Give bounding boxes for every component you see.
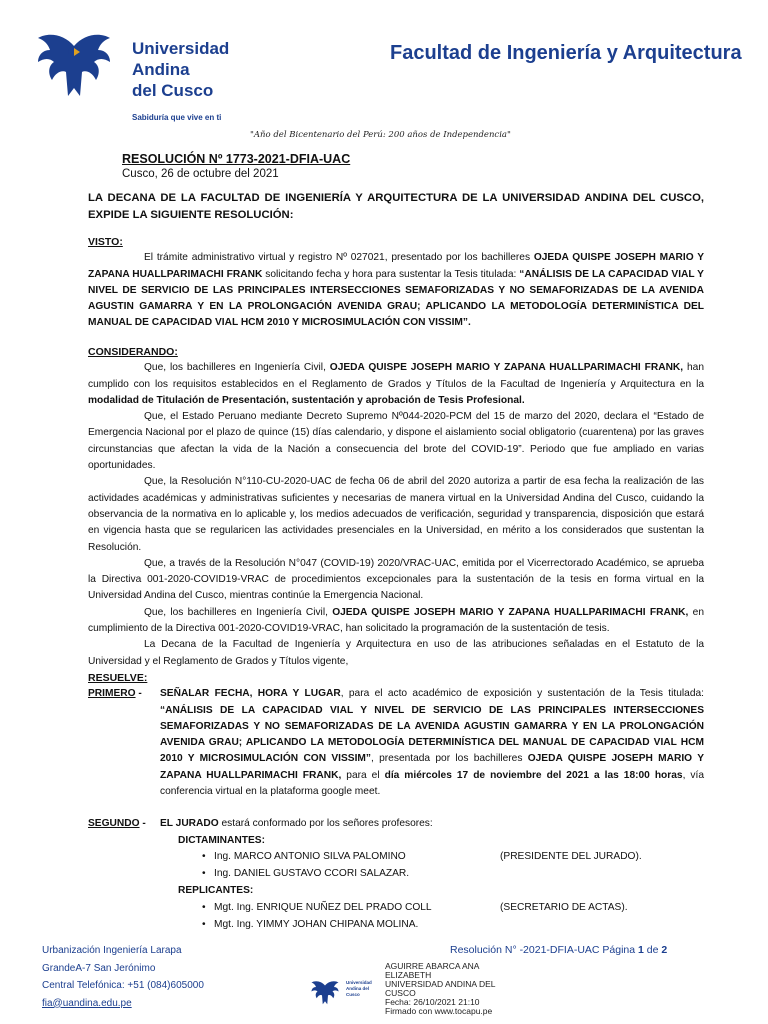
sig-line-3: UNIVERSIDAD ANDINA DEL: [385, 979, 496, 989]
primero-label-wrap: PRIMERO -: [88, 688, 142, 700]
primero-article: [88, 686, 704, 800]
visto-heading: VISTO:: [88, 236, 123, 248]
resuelve-heading: RESUELVE:: [88, 672, 148, 684]
footer-phone: Central Telefónica: +51 (084)605000: [42, 980, 204, 991]
primero-date: día miércoles 17 de noviembre del 2021 a las 18:00 horas: [384, 769, 683, 781]
considerando-p1-modality: modalidad de Titulación de Presentación, sustentación y aprobación de Tesis Profesional.: [88, 394, 525, 406]
faculty-title: Facultad de Ingeniería y Arquitectura: [390, 42, 742, 64]
jury-member-role: (SECRETARIO DE ACTAS).: [500, 901, 628, 913]
considerando-p4: Que, a través de la Resolución N°047 (COVID-19) 2020/VRAC-UAC, emitida por el Vicerrectorado Académico, se aprueba la Directiva 001-2020-COVID19-VRAC de procedimientos excepcionales para la sustentación de la tesis en forma virtual en la Universidad Andina del Cusco, mientras continúe la Emergencia Nacional.: [88, 557, 704, 602]
segundo-b: estará conformado por los señores profesores:: [218, 818, 433, 830]
considerando-p3: Que, la Resolución N°110-CU-2020-UAC de fecha 06 de abril del 2020 autoriza a partir de esa fecha la realización de las actividades académicas y administrativas suficientes y necesarias de manera virtual en la Universidad Andina del Cusco, cuidando la observancia de la normativa en lo aplicable y, los medios adecuados de verificación, seguridad y transparencia, disposición que estará en vigencia hasta que se regularicen las actividades presenciales en la Universidad, en mérito a los considerados que sustentan la Resolución.: [88, 476, 704, 553]
considerando-p1-a: Que, los bachilleres en Ingeniería Civil,: [144, 362, 330, 374]
segundo-a: EL JURADO: [160, 818, 219, 830]
sig-line-2: ELIZABETH: [385, 970, 432, 980]
year-motto: "Año del Bicentenario del Perú: 200 años de Independencia": [250, 130, 511, 140]
considerando-p5-c: en cumplimiento de la Directiva 001-2020-COVID19-VRAC, han solicitado la programación de la sustentación de tesis.: [88, 606, 704, 635]
primero-students: OJEDA QUISPE JOSEPH MARIO Y ZAPANA HUALLPARIMACHI FRANK,: [160, 753, 705, 781]
signature-logo: [308, 978, 342, 1008]
jury-member: [88, 866, 704, 883]
footer-contact: [42, 942, 204, 1012]
resolution-title: RESOLUCIÓN Nº 1773-2021-DFIA-UAC: [122, 152, 351, 166]
primero-d: , presentada por los bachilleres: [371, 753, 528, 765]
sig-line-4: CUSCO: [385, 988, 416, 998]
jury-member: [88, 916, 704, 933]
digital-signature: [385, 962, 496, 1016]
visto-paragraph: [88, 250, 704, 331]
jury-member: [88, 849, 704, 866]
considerando-p1-c: han cumplido con los requisitos establecidos en el Reglamento de Grados y Títulos de la Facultad de Ingeniería y Arquitectura en la: [88, 362, 704, 390]
bullet-icon: •: [202, 901, 206, 913]
primero-f: para el: [341, 769, 385, 781]
jury-member-role: (PRESIDENTE DEL JURADO).: [500, 851, 642, 863]
bullet-icon: •: [202, 851, 206, 863]
sig-line-1: AGUIRRE ABARCA ANA: [385, 961, 480, 971]
university-name: [132, 38, 229, 101]
considerando-p2: Que, el Estado Peruano mediante Decreto Supremo Nº044-2020-PCM del 15 de marzo del 2020, declara el “Estado de Emergencia Nacional por el plazo de quince (15) días calendario, y dispone el aislamiento social obligatorio (cuarentena) por las graves circunstancias que afectan la vida de la Nación a consecuencia del brote del COVID-19”. Periodo que fue ampliado en varias oportunidades.: [88, 411, 704, 472]
jury-member-name: Mgt. Ing. YIMMY JOHAN CHIPANA MOLINA.: [214, 918, 419, 930]
considerando-p5-students: OJEDA QUISPE JOSEPH MARIO Y ZAPANA HUALLPARIMACHI FRANK,: [332, 606, 689, 618]
footer-address-2: GrandeA-7 San Jerónimo: [42, 962, 156, 974]
considerando-p1: [88, 360, 704, 409]
primero-a: SEÑALAR FECHA, HORA Y LUGAR: [160, 688, 341, 700]
primero-text: [160, 686, 704, 800]
primero-label: PRIMERO: [88, 688, 136, 700]
jury-member-name: Mgt. Ing. ENRIQUE NUÑEZ DEL PRADO COLL: [214, 901, 432, 913]
visto-thesis-title: “ANÁLISIS DE LA CAPACIDAD VIAL Y NIVEL DE SERVICIO DE LAS PRINCIPALES INTERSECCIONES SEMAFORIZADAS Y NO SEMAFORIZADAS DE LA AVENIDA AGUSTIN GAMARRA Y EN LA PROLONGACIÓN AVENIDA GRAU; APLICANDO LA METODOLOGÍA DETERMINÍSTICA DEL MANUAL DE CAPACIDAD VIAL HCM 2010 Y MICROSIMULACIÓN CON VISSIM”.: [88, 268, 704, 329]
considerando-p1-students: OJEDA QUISPE JOSEPH MARIO Y ZAPANA HUALLPARIMACHI FRANK,: [329, 362, 684, 374]
uni-name-line3: del Cusco: [132, 81, 214, 100]
sig-line-5: Fecha: 26/10/2021 21:10: [385, 997, 480, 1007]
segundo-label: SEGUNDO: [88, 818, 140, 830]
visto-text-a: El trámite administrativo virtual y registro Nº 027021, presentado por los bachilleres: [144, 252, 534, 264]
page-total: 2: [661, 944, 668, 956]
page-current: 1: [638, 944, 644, 956]
resuelve-section: [88, 670, 704, 933]
page-of: de: [643, 944, 662, 956]
footer-page-number: [450, 944, 667, 956]
replicantes-heading: REPLICANTES:: [178, 884, 254, 896]
segundo-label-wrap: SEGUNDO -: [88, 818, 146, 830]
visto-text-c: solicitando fecha y hora para sustentar la Tesis titulada:: [262, 268, 520, 280]
primero-b: , para el acto académico de exposición y sustentación de la Tesis titulada:: [340, 688, 704, 700]
footer-email-link[interactable]: fia@uandina.edu.pe: [42, 997, 132, 1009]
visto-students: OJEDA QUISPE JOSEPH MARIO Y ZAPANA HUALLPARIMACHI FRANK: [88, 252, 704, 280]
sig-line-6: Firmado con www.tocapu.pe: [385, 1006, 493, 1016]
resolution-date: Cusco, 26 de octubre del 2021: [122, 168, 279, 180]
university-motto: Sabiduría que vive en ti: [132, 113, 222, 122]
considerando-p5: [88, 605, 704, 638]
considerando-section: [88, 344, 704, 670]
visto-section: [88, 234, 704, 332]
bullet-icon: •: [202, 918, 206, 930]
uni-name-line2: Andina: [132, 60, 190, 79]
segundo-text: [160, 816, 704, 832]
bullet-icon: •: [202, 868, 206, 880]
segundo-article: [88, 816, 704, 832]
jury-member: [88, 899, 704, 916]
primero-h: , vía conferencia virtual en la plataforma google meet.: [160, 769, 704, 798]
considerando-heading: CONSIDERANDO:: [88, 346, 178, 358]
considerando-p6: La Decana de la Facultad de Ingeniería y Arquitectura en uso de las atribuciones señaladas en el Estatuto de la Universidad y el Reglamento de Grados y Títulos vigente,: [88, 639, 704, 667]
footer-address-1: Urbanización Ingeniería Larapa: [42, 945, 182, 956]
resolution-intro: LA DECANA DE LA FACULTAD DE INGENIERÍA Y ARQUITECTURA DE LA UNIVERSIDAD ANDINA DEL CUSCO, EXPIDE LA SIGUIENTE RESOLUCIÓN:: [88, 192, 704, 221]
university-logo: [34, 26, 114, 106]
uni-name-line1: Universidad: [132, 39, 230, 58]
primero-thesis-title: “ANÁLISIS DE LA CAPACIDAD VIAL Y NIVEL DE SERVICIO DE LAS PRINCIPALES INTERSECCIONES SEMAFORIZADAS Y NO SEMAFORIZADAS DE LA AVENIDA AGUSTIN GAMARRA Y EN LA PROLONGACIÓN AVENIDA GRAU; APLICANDO LA METODOLOGÍA DETERMINÍSTICA DEL MANUAL DE CAPACIDAD VIAL HCM 2010 Y MICROSIMULACIÓN CON VISSIM”: [160, 704, 704, 765]
signature-university-name: Universidad Andina del Cusco: [346, 980, 372, 997]
page-label: Resolución N° -2021-DFIA-UAC Página: [450, 944, 639, 956]
jury-member-name: Ing. DANIEL GUSTAVO CCORI SALAZAR.: [214, 868, 410, 880]
jury-member-name: Ing. MARCO ANTONIO SILVA PALOMINO: [214, 851, 406, 863]
dictaminantes-heading: DICTAMINANTES:: [178, 834, 265, 846]
considerando-p5-a: Que, los bachilleres en Ingeniería Civil,: [144, 606, 333, 618]
